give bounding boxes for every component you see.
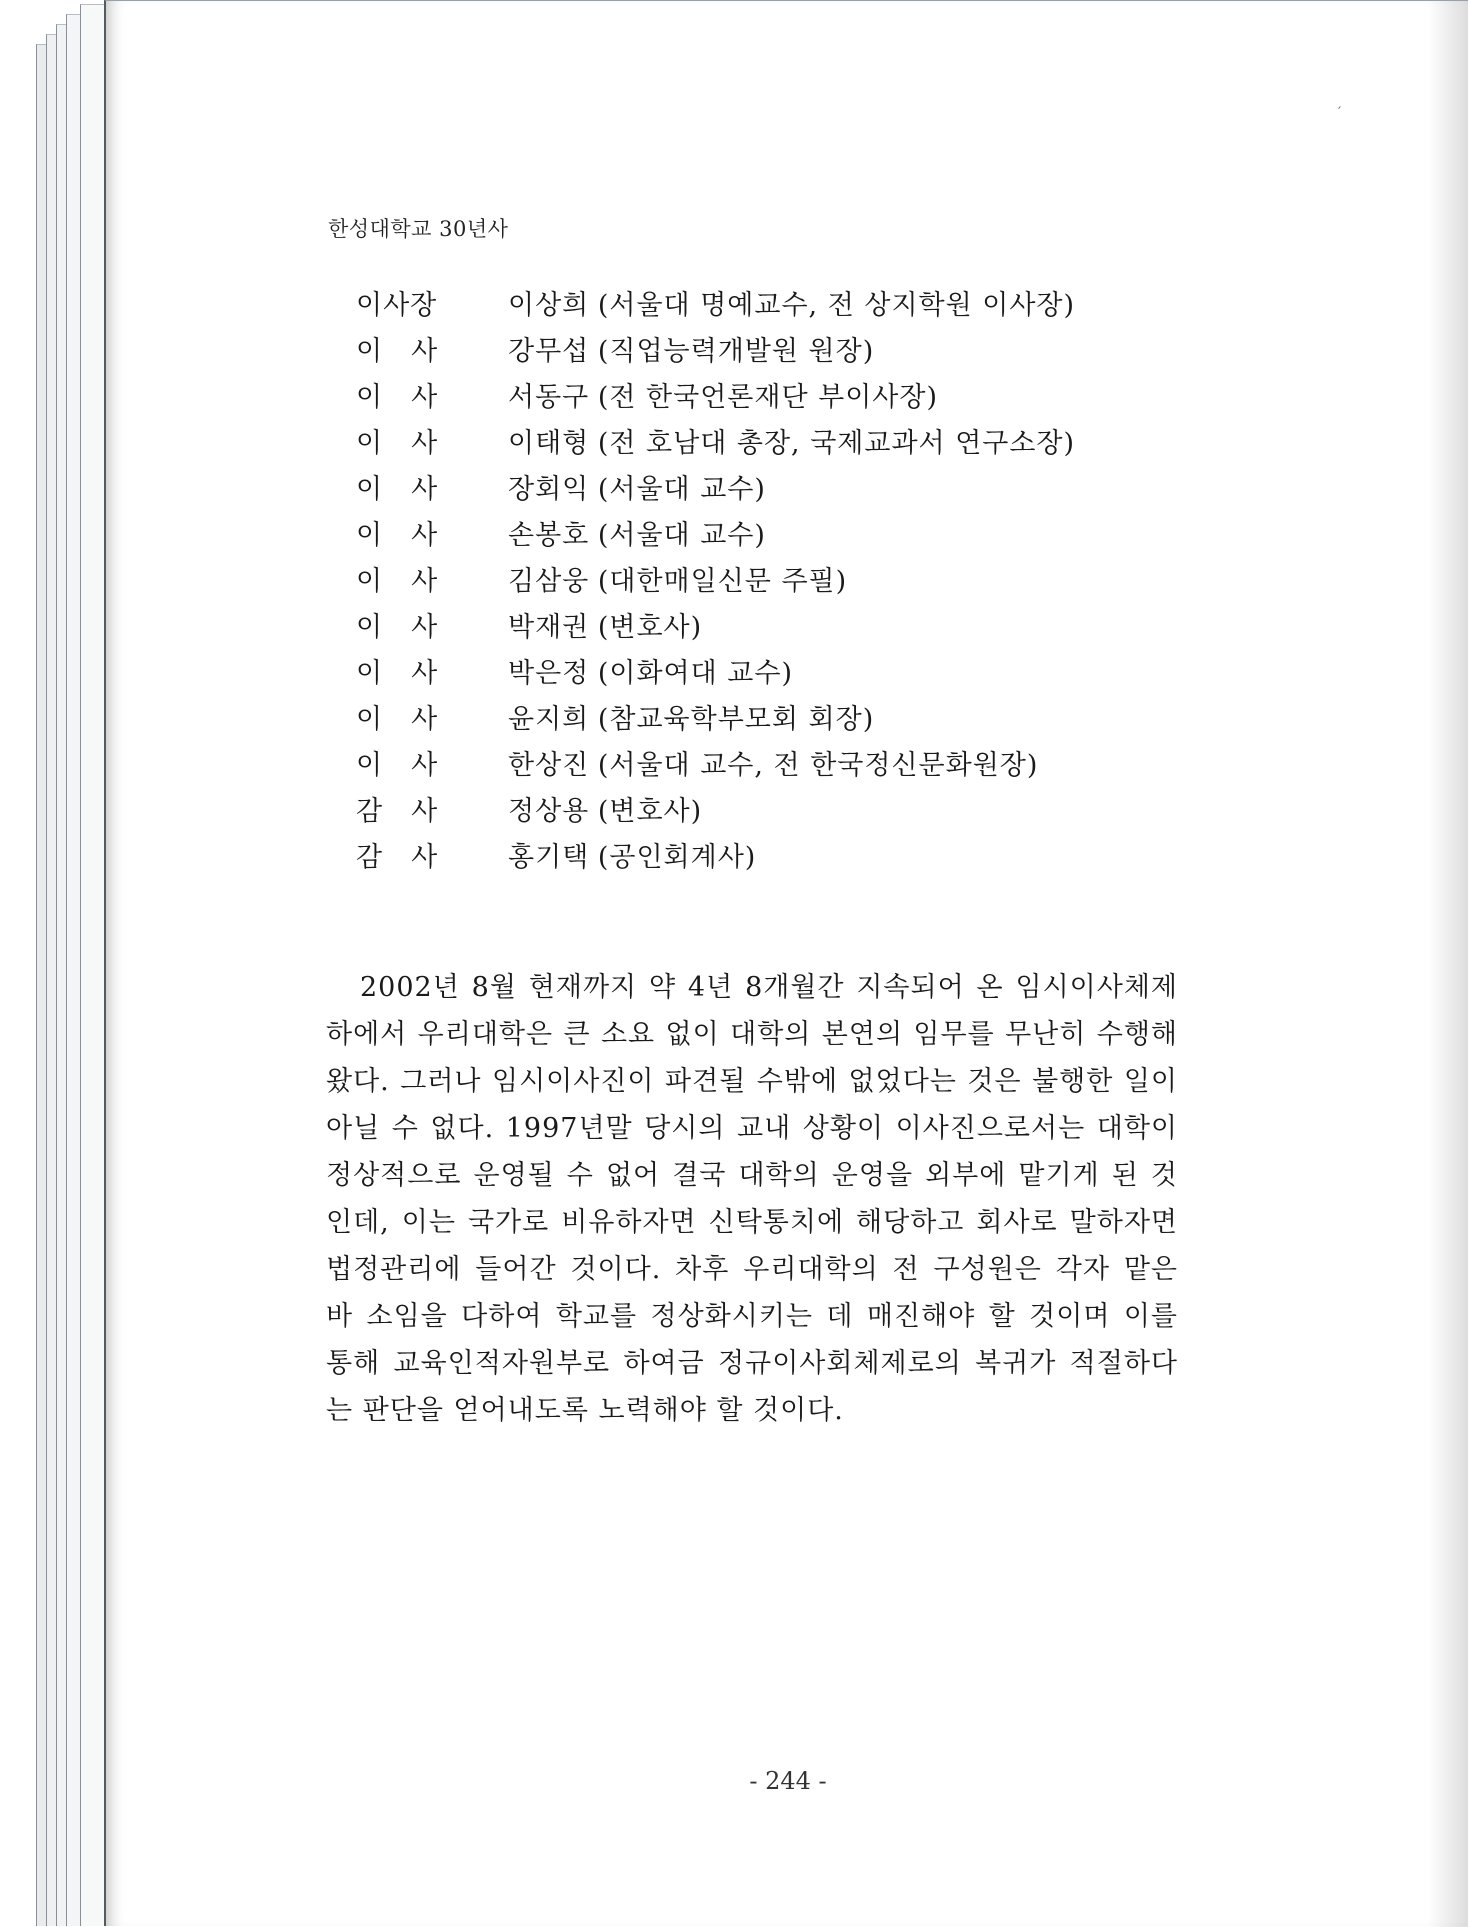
- roster-row: [356, 789, 1075, 835]
- roster-role: 이 사: [356, 658, 439, 689]
- roster-desc: (변호사): [597, 612, 703, 643]
- roster-desc: (이화여대 교수): [597, 658, 793, 689]
- roster-row: [356, 697, 1075, 743]
- roster-role: 이 사: [356, 612, 439, 643]
- roster-name: 이상희: [508, 290, 590, 321]
- roster-desc: (서울대 교수, 전 한국정신문화원장): [597, 750, 1039, 781]
- roster-name: 홍기택: [508, 842, 590, 873]
- roster-desc: (전 한국언론재단 부이사장): [597, 382, 938, 413]
- roster-name: 정상용: [508, 796, 590, 827]
- roster-name: 한상진: [508, 750, 590, 781]
- roster-name: 서동구: [508, 382, 590, 413]
- roster-desc: (직업능력개발원 원장): [597, 336, 875, 367]
- roster-role: 이 사: [356, 428, 439, 459]
- page-number: - 244 -: [749, 1767, 827, 1795]
- page-shadow: [1428, 1, 1468, 1927]
- running-header: 한성대학교 30년사: [328, 217, 509, 241]
- roster-name: 박은정: [508, 658, 590, 689]
- roster-row: [356, 559, 1075, 605]
- body-paragraph: 2002년 8월 현재까지 약 4년 8개월간 지속되어 온 임시이사체제하에서 우리대학은 큰 소요 없이 대학의 본연의 임무를 무난히 수행해 왔다. 그러나 임시이사진이 파견될 수밖에 없었다는 것은 불행한 일이 아닐 수 없다. 1997년말 당시의 교내 상황이 이사진으로서는 대학이 정상적으로 운영될 수 없어 결국 대학의 운영을 외부에 맡기게 된 것인데, 이는 국가로 비유하자면 신탁통치에 해당하고 회사로 말하자면 법정관리에 들어간 것이다. 차후 우리대학의 전 구성원은 각자 맡은 바 소임을 다하여 학교를 정상화시키는 데 매진해야 할 것이며 이를 통해 교육인적자원부로 하여금 정규이사회체제로의 복귀가 적절하다는 판단을 얻어내도록 노력해야 할 것이다.: [326, 972, 1178, 1426]
- roster-name: 박재권: [508, 612, 590, 643]
- roster-row: [356, 375, 1075, 421]
- roster-desc: (참교육학부모회 회장): [597, 704, 875, 735]
- roster-row: [356, 283, 1075, 329]
- roster-name: 이태형: [508, 428, 590, 459]
- roster-desc: (전 호남대 총장, 국제교과서 연구소장): [597, 428, 1076, 459]
- roster-role: 이 사: [356, 566, 439, 597]
- roster-row: [356, 743, 1075, 789]
- roster-role: 이 사: [356, 704, 439, 735]
- roster-name: 장회익: [508, 474, 590, 505]
- roster-role: 감 사: [356, 796, 439, 827]
- roster-name: 강무섭: [508, 336, 590, 367]
- page-mark: ′: [1338, 105, 1342, 121]
- roster-name: 손봉호: [508, 520, 590, 551]
- roster-desc: (서울대 교수): [597, 520, 766, 551]
- roster-role: 감 사: [356, 842, 439, 873]
- roster-row: [356, 329, 1075, 375]
- roster-role: 이 사: [356, 474, 439, 505]
- roster-row: [356, 513, 1075, 559]
- roster-role: 이 사: [356, 382, 439, 413]
- roster-role: 이사장: [356, 290, 438, 321]
- roster-desc: (공인회계사): [597, 842, 757, 873]
- board-roster: [356, 283, 1075, 881]
- roster-row: [356, 651, 1075, 697]
- roster-role: 이 사: [356, 750, 439, 781]
- roster-row: [356, 605, 1075, 651]
- roster-row: [356, 421, 1075, 467]
- roster-desc: (서울대 명예교수, 전 상지학원 이사장): [597, 290, 1076, 321]
- roster-row: [356, 835, 1075, 881]
- roster-desc: (대한매일신문 주필): [597, 566, 848, 597]
- book-page: [104, 0, 1468, 1926]
- roster-name: 윤지희: [508, 704, 590, 735]
- roster-desc: (변호사): [597, 796, 703, 827]
- roster-role: 이 사: [356, 520, 439, 551]
- roster-row: [356, 467, 1075, 513]
- roster-role: 이 사: [356, 336, 439, 367]
- roster-name: 김삼웅: [508, 566, 590, 597]
- roster-desc: (서울대 교수): [597, 474, 766, 505]
